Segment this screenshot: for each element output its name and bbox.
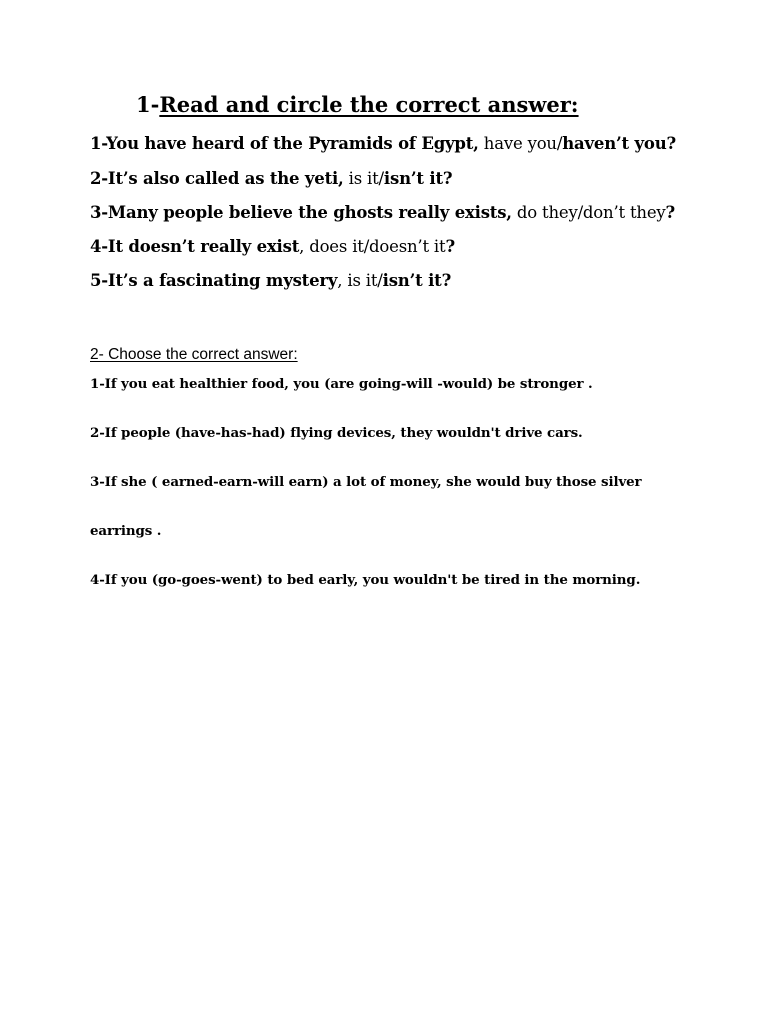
exercise-line-3: 3-If she ( earned-earn-will earn) a lot of money, she would buy those silver (90, 474, 642, 490)
section1-title: Read and circle the correct answer: (159, 92, 579, 117)
answer-option: have you/ (478, 134, 563, 153)
section1-heading (136, 92, 579, 117)
question-1 (90, 134, 676, 153)
question-5 (90, 271, 451, 290)
question-stem: 3-Many people believe the ghosts really exists, (90, 203, 512, 222)
exercise-line-4: 4-If you (go-goes-went) to bed early, you wouldn't be tired in the morning. (90, 572, 641, 588)
question-stem: 4-It doesn’t really exist (90, 237, 300, 256)
answer-option: , is it/ (337, 271, 383, 290)
exercise-line-2: 2-If people (have-has-had) flying devices, they wouldn't drive cars. (90, 425, 583, 441)
answer-option: isn’t it? (383, 169, 453, 188)
answer-option: , does it/doesn’t it (299, 237, 446, 256)
question-stem: 5-It’s a fascinating mystery (90, 271, 338, 290)
question-4 (90, 237, 455, 256)
question-stem: 2-It’s also called as the yeti, (90, 169, 344, 188)
exercise-line-1: 1-If you eat healthier food, you (are going-will -would) be stronger . (90, 376, 593, 392)
answer-option: do they/don’t they (511, 203, 666, 222)
answer-option: haven’t you? (562, 134, 676, 153)
section2-title: 2- Choose the correct answer: (90, 346, 298, 363)
exercise-line-3-continued: earrings . (90, 523, 162, 539)
question-mark: ? (445, 237, 455, 256)
section1-number: 1- (136, 92, 160, 117)
answer-option: is it/ (343, 169, 384, 188)
question-stem: 1-You have heard of the Pyramids of Egypt, (90, 134, 479, 153)
answer-option: isn’t it? (382, 271, 452, 290)
question-3 (90, 203, 675, 222)
question-mark: ? (665, 203, 675, 222)
question-2 (90, 169, 452, 188)
